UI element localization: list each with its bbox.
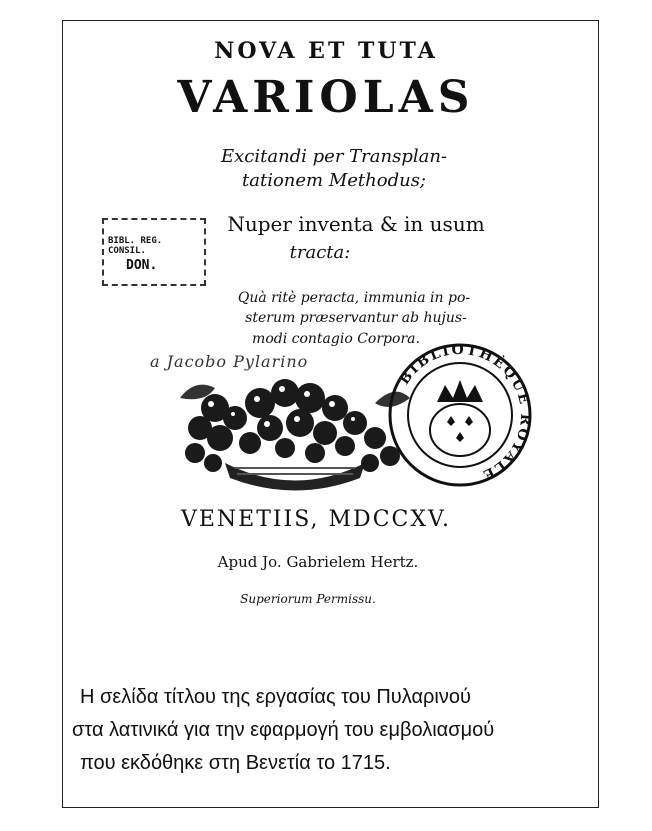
subtitle-line-4: tracta: bbox=[289, 242, 351, 263]
library-stamp: BIBL. REG. CONSIL. DON. bbox=[102, 218, 206, 286]
title-line-1: NOVA ET TUTA bbox=[214, 38, 438, 64]
handwritten-signature: a Jacobo Pylarino bbox=[150, 352, 309, 371]
title-main-word: VARIOLAS bbox=[177, 72, 475, 123]
imprint-printer: Apud Jo. Gabrielem Hertz. bbox=[217, 553, 419, 571]
imprint-permission: Superiorum Permissu. bbox=[240, 592, 376, 606]
caption-line-1: Η σελίδα τίτλου της εργασίας του Πυλαρινού bbox=[80, 686, 471, 708]
library-round-seal bbox=[385, 340, 535, 490]
description-line-3: modi contagio Corpora. bbox=[252, 331, 420, 347]
caption-line-3: που εκδόθηκε στη Βενετία το 1715. bbox=[80, 752, 391, 774]
fruit-basket-ornament bbox=[175, 368, 415, 493]
svg-text:BIBLIOTHÈQUE ROYALE: BIBLIOTHÈQUE ROYALE bbox=[396, 341, 534, 484]
subtitle-line-2: tationem Methodus; bbox=[242, 170, 426, 191]
description-line-2: sterum præservantur ab hujus- bbox=[245, 310, 467, 326]
caption-line-2: στα λατινικά για την εφαρμογή του εμβολιασμού bbox=[72, 719, 495, 741]
subtitle-line-3: Nuper inventa & in usum bbox=[227, 212, 485, 236]
subtitle-line-1: Excitandi per Transplan- bbox=[220, 146, 448, 167]
imprint-place-date: VENETIIS, MDCCXV. bbox=[180, 507, 452, 532]
description-line-1: Quà ritè peracta, immunia in po- bbox=[237, 290, 471, 306]
